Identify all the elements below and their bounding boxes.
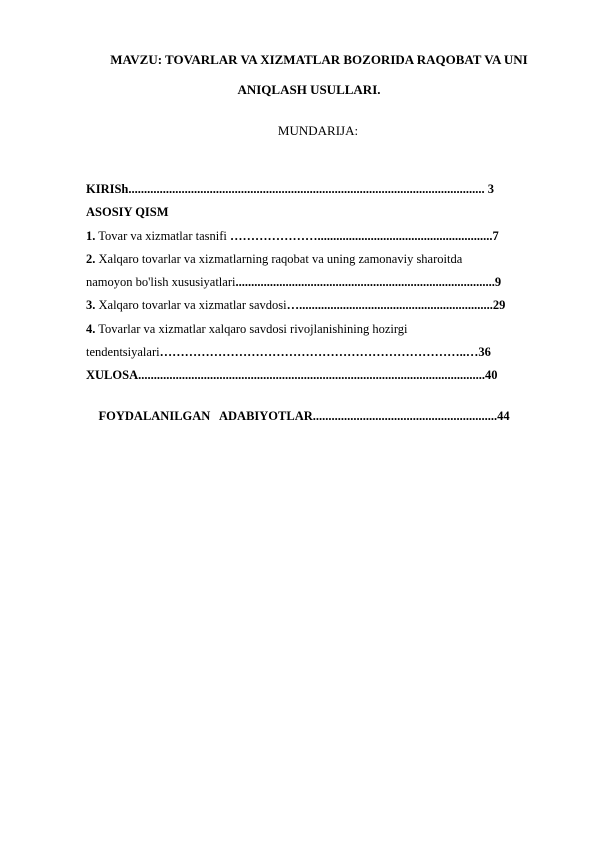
- toc-entry-leader: ........................................................: [317, 229, 493, 243]
- toc-entry-leader: …: [286, 298, 300, 312]
- toc-heading: MUNDARIJA:: [277, 123, 359, 138]
- toc-entry-page: 40: [484, 368, 498, 382]
- toc-entry-label: KIRISh: [86, 182, 129, 196]
- document-title-line2: ANIQLASH USULLARI.: [237, 82, 381, 97]
- toc-entry-label: XULOSA: [86, 368, 139, 382]
- toc-entry-label: FOYDALANILGAN ADABIYOTLAR: [98, 409, 313, 423]
- toc-entry-4-line2: [86, 343, 491, 361]
- toc-entry-xulosa: [86, 366, 497, 384]
- toc-entry-label: ASOSIY QISM: [86, 205, 169, 219]
- toc-entry-number: 4.: [86, 322, 96, 336]
- toc-entry-asosiy-qism: [86, 203, 169, 221]
- toc-entry-number: 1.: [86, 229, 96, 243]
- toc-entry-number: 3.: [86, 298, 96, 312]
- toc-entry-page: 29: [492, 298, 506, 312]
- toc-entry-adabiyotlar: [86, 389, 510, 443]
- toc-entry-page: 9: [494, 275, 502, 289]
- toc-entry-label: Xalqaro tovarlar va xizmatlarning raqobat va uning zamonaviy sharoitda: [95, 252, 463, 266]
- toc-entry-1: [86, 227, 499, 245]
- toc-entry-leader: ...........................................................: [312, 409, 498, 423]
- toc-entry-label: tendentsiyalari: [86, 345, 160, 359]
- toc-entry-label: Tovarlar va xizmatlar xalqaro savdosi rivojlanishining hozirgi: [95, 322, 408, 336]
- toc-entry-page: 3: [484, 182, 495, 196]
- toc-entry-page: 7: [492, 229, 499, 243]
- toc-entry-page: 44: [497, 409, 510, 423]
- toc-entry-number: 2.: [86, 252, 96, 266]
- toc-entry-4-line1: [86, 320, 408, 338]
- toc-entry-2-line2: [86, 273, 501, 291]
- toc-entry-leader: …………………: [230, 229, 318, 243]
- toc-entry-leader: ..................................................................................................................: [128, 182, 485, 196]
- toc-entry-kirish: [86, 180, 494, 198]
- toc-entry-leader: ...............................................................................................................: [138, 368, 485, 382]
- toc-entry-label: Tovar va xizmatlar tasnifi: [95, 229, 230, 243]
- toc-entry-label: Xalqaro tovarlar va xizmatlar savdosi: [95, 298, 287, 312]
- toc-entry-leader: ..............................................................: [299, 298, 493, 312]
- document-title-line1: MAVZU: TOVARLAR VA XIZMATLAR BOZORIDA RAQOBAT VA UNI: [110, 52, 528, 67]
- toc-entry-3: [86, 296, 505, 314]
- toc-entry-leader: ………………………………………………………………..…: [159, 345, 479, 359]
- toc-entry-label: namoyon bo'lish xususiyatlari: [86, 275, 236, 289]
- toc-entry-page: 36: [478, 345, 491, 359]
- toc-entry-leader: ...................................................................................: [235, 275, 495, 289]
- toc-entry-2-line1: [86, 250, 462, 268]
